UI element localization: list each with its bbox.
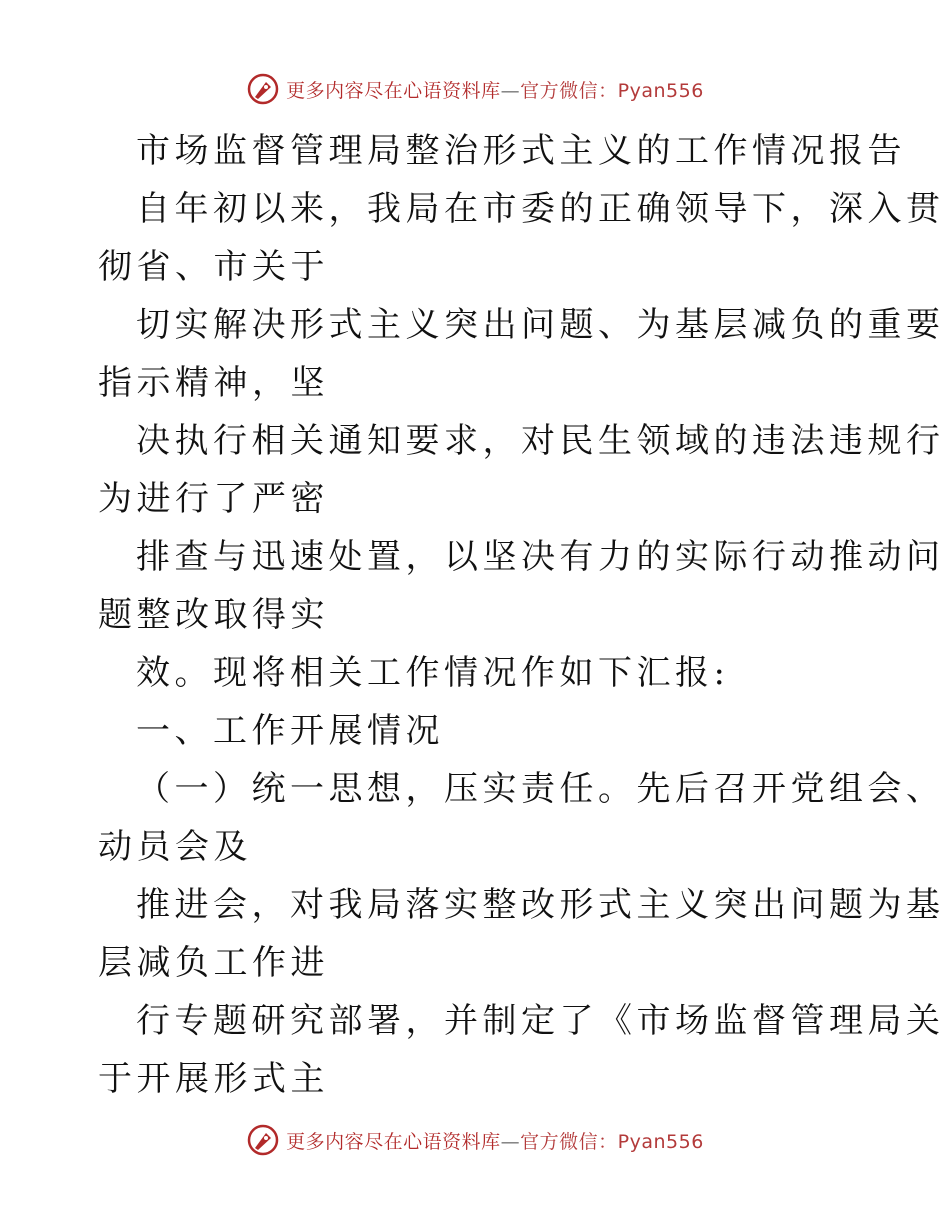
watermark-separator: — [500,1130,521,1153]
paragraph-line: （一）统一思想，压实责任。先后召开党组会、 [136,769,945,809]
paragraph-line: 于开展形式主 [98,1059,329,1099]
watermark-header [0,72,950,106]
paragraph-line: 切实解决形式主义突出问题、为基层减负的重要 [136,305,945,345]
watermark-text [286,76,704,103]
paragraph-line: 层减负工作进 [98,943,329,983]
document-title: 市场监督管理局整治形式主义的工作情况报告 [136,131,906,171]
paragraph-line: 行专题研究部署，并制定了《市场监督管理局关 [136,1001,945,1041]
pen-nib-logo-icon [246,72,280,106]
watermark-separator: — [500,79,521,102]
pen-nib-logo-icon [246,1123,280,1157]
paragraph-line: 为进行了严密 [98,479,329,519]
paragraph-line: 彻省、市关于 [98,247,329,287]
watermark-brand: 更多内容尽在心语资料库 [286,1130,501,1153]
document-body [98,122,945,1108]
paragraph-line: 题整改取得实 [98,595,329,635]
watermark-brand: 更多内容尽在心语资料库 [286,79,501,102]
paragraph-line: 一、工作开展情况 [136,711,444,751]
paragraph-line: 动员会及 [98,827,252,867]
watermark-contact: 官方微信：Pyan556 [520,79,704,102]
paragraph-line: 推进会，对我局落实整改形式主义突出问题为基 [136,885,945,925]
paragraph-line: 自年初以来，我局在市委的正确领导下，深入贯 [136,189,945,229]
watermark-footer [0,1123,950,1157]
paragraph-line: 决执行相关通知要求，对民生领域的违法违规行 [136,421,945,461]
paragraph-line: 效。现将相关工作情况作如下汇报: [136,653,730,693]
paragraph-line: 指示精神，坚 [98,363,329,403]
watermark-text [286,1127,704,1154]
paragraph-line: 排查与迅速处置，以坚决有力的实际行动推动问 [136,537,945,577]
watermark-contact: 官方微信：Pyan556 [520,1130,704,1153]
